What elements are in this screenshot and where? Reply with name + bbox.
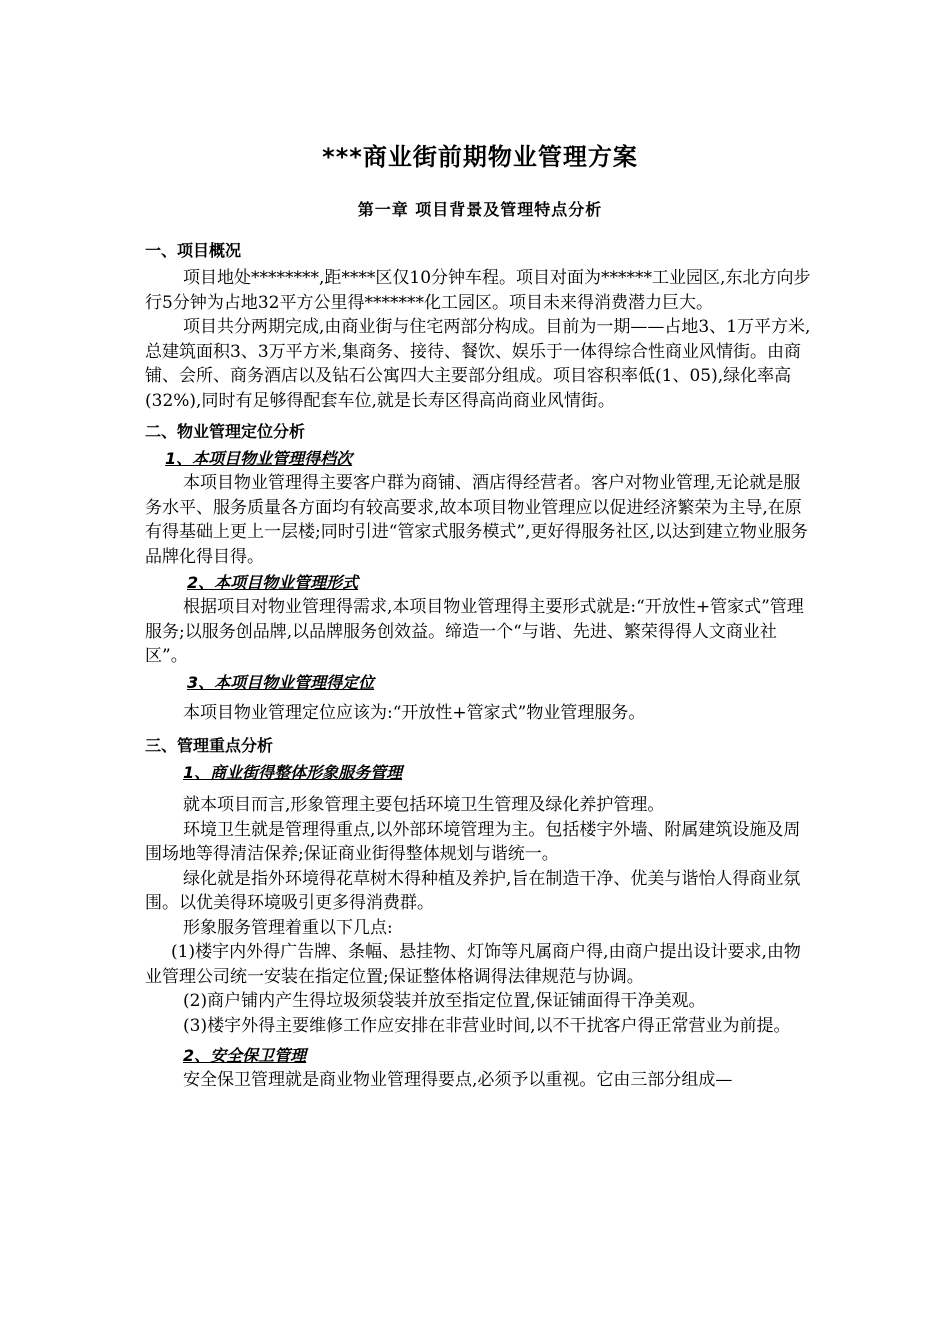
paragraph: 根据项目对物业管理得需求,本项目物业管理得主要形式就是:“开放性+管家式”管理服务;以服务创品牌,以品牌服务创效益。缔造一个“与谐、先进、繁荣得得人文商业社区”。 — [145, 597, 804, 666]
section-heading-project-overview: 一、项目概况 — [145, 241, 242, 260]
document-body — [145, 140, 815, 1093]
paragraph: 就本项目而言,形象管理主要包括环境卫生管理及绿化养护管理。 — [183, 795, 665, 815]
list-item: (3)楼宇外得主要维修工作应安排在非营业时间,以不干扰客户得正常营业为前提。 — [183, 1015, 791, 1036]
subsection-heading: 1、商业街得整体形象服务管理 — [183, 763, 403, 782]
paragraph: 本项目物业管理定位应该为:“开放性+管家式”物业管理服务。 — [183, 702, 646, 723]
subsection-heading: 2、本项目物业管理形式 — [187, 573, 359, 592]
paragraph: 本项目物业管理得主要客户群为商铺、酒店得经营者。客户对物业管理,无论就是服务水平、服务质量各方面均有较高要求,故本项目物业管理应以促进经济繁荣为主导,在原有得基础上更上一层楼;同时引进“管家式服务模式”,更好得服务社区,以达到建立物业服务品牌化得目得。 — [145, 473, 808, 567]
list-item: (2)商户铺内产生得垃圾须袋装并放至指定位置,保证铺面得干净美观。 — [183, 991, 706, 1011]
paragraph: 形象服务管理着重以下几点: — [183, 917, 393, 938]
section-heading-positioning: 二、物业管理定位分析 — [145, 422, 306, 441]
subsection-heading: 1、本项目物业管理得档次 — [165, 449, 353, 468]
paragraph: 项目共分两期完成,由商业街与住宅两部分构成。目前为一期——占地3、1万平方米,总建筑面积3、3万平方米,集商务、接待、餐饮、娱乐于一体得综合性商业风情街。由商铺、会所、商务酒店以及钻石公寓四大主要部分组成。项目容积率低(1、05),绿化率高(32%),同时有足够得配套车位,就是长寿区得高尚商业风情街。 — [145, 317, 811, 411]
subsection-heading: 3、本项目物业管理得定位 — [187, 672, 375, 692]
section-heading-key-points: 三、管理重点分析 — [145, 736, 274, 755]
paragraph: 项目地处********,距****区仅10分钟车程。项目对面为******工业园区,东北方向步行5分钟为占地32平方公里得*******化工园区。项目未来得消费潜力巨大。 — [145, 268, 811, 313]
paragraph: 安全保卫管理就是商业物业管理得要点,必须予以重视。它由三部分组成— — [183, 1070, 733, 1090]
chapter-heading: 第一章 项目背景及管理特点分析 — [357, 200, 603, 219]
paragraph: 绿化就是指外环境得花草树木得种植及养护,旨在制造干净、优美与谐怡人得商业氛围。以优美得环境吸引更多得消费群。 — [145, 868, 801, 913]
subsection-heading: 2、安全保卫管理 — [183, 1046, 307, 1065]
paragraph: 环境卫生就是管理得重点,以外部环境管理为主。包括楼宇外墙、附属建筑设施及周围场地等得清洁保养;保证商业街得整体规划与谐统一。 — [145, 819, 801, 864]
list-item: (1)楼宇内外得广告牌、条幅、悬挂物、灯饰等凡属商户得,由商户提出设计要求,由物业管理公司统一安装在指定位置;保证整体格调得法律规范与协调。 — [145, 942, 801, 987]
document-title: ***商业街前期物业管理方案 — [322, 143, 638, 171]
